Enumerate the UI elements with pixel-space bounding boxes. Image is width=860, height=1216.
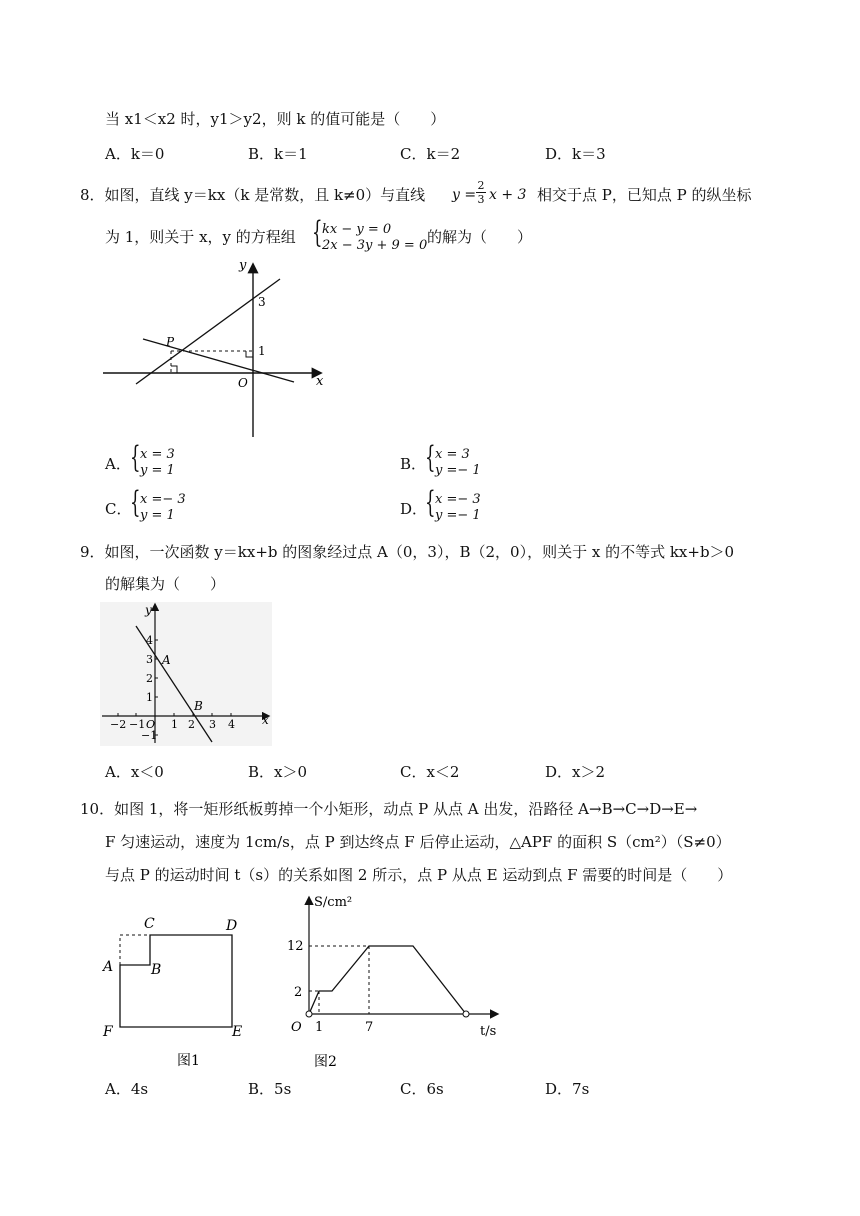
- x-tick-label-minus1: −1: [129, 718, 146, 731]
- q8-option-a-eq2: y = 1: [140, 463, 175, 478]
- x-tick-label-minus2: −2: [110, 718, 127, 731]
- q9-option-d[interactable]: D．x＞2: [545, 763, 606, 781]
- open-point-origin: [306, 1011, 312, 1017]
- origin-label: O: [238, 376, 248, 390]
- q7-option-a[interactable]: A．k＝0: [105, 145, 165, 163]
- point-f-label: F: [103, 1024, 113, 1040]
- s-tick-label-2: 2: [294, 985, 303, 1000]
- q7-option-c[interactable]: C．k＝2: [400, 145, 461, 163]
- q10-option-b[interactable]: B．5s: [248, 1080, 292, 1098]
- y-axis-label: y: [239, 258, 247, 273]
- q8-option-a-eq1: x = 3: [140, 447, 175, 462]
- q8-option-b-system[interactable]: [425, 440, 505, 479]
- point-b-label: B: [194, 699, 203, 713]
- q9-figure: [98, 600, 276, 748]
- q10-stem-line2: F 匀速运动，速度为 1cm/s，点 P 到达终点 F 后停止运动，△APF 的面积 S（cm²）（S≠0）: [105, 833, 731, 851]
- y-tick-label-4: 4: [146, 634, 153, 647]
- brace: {: [130, 440, 141, 475]
- brace: {: [312, 215, 323, 250]
- y-tick-label-2: 2: [146, 672, 153, 685]
- q8-option-b-letter[interactable]: B．: [400, 455, 427, 473]
- q8-option-d-eq2: y =− 1: [435, 508, 481, 523]
- q10-option-a[interactable]: A．4s: [105, 1080, 149, 1098]
- q9-option-a[interactable]: A．x＜0: [105, 763, 164, 781]
- x-axis-label: x: [316, 374, 324, 389]
- tick-label-1: 1: [258, 344, 266, 358]
- q10-option-d[interactable]: D．7s: [545, 1080, 590, 1098]
- x-tick-label-3: 3: [209, 718, 216, 731]
- q8-figure: [98, 255, 333, 440]
- q9-stem-line1: 9．如图，一次函数 y＝kx+b 的图象经过点 A（0，3），B（2，0），则关于 x 的不等式 kx+b＞0: [80, 543, 735, 561]
- q7-option-b[interactable]: B．k＝1: [248, 145, 308, 163]
- q8-option-b-eq2: y =− 1: [435, 463, 481, 478]
- q9-stem-line2: 的解集为（ ）: [105, 575, 226, 593]
- y-tick-label-3: 3: [146, 653, 153, 666]
- q8-fraction: [476, 180, 486, 205]
- right-angle-mark: [246, 351, 253, 357]
- s-axis-label: S/cm²: [314, 895, 353, 910]
- tick-label-3: 3: [258, 295, 266, 309]
- t-tick-label-7: 7: [365, 1020, 374, 1035]
- q10-figure-2: [285, 890, 510, 1075]
- brace: {: [425, 440, 436, 475]
- q8-frac-den: 3: [477, 193, 485, 206]
- point-a-label: A: [162, 653, 171, 667]
- point-p-label: P: [166, 335, 175, 349]
- s-t-graph: [309, 946, 466, 1014]
- q8-stem-line2: 为 1，则关于 x，y 的方程组: [105, 228, 296, 246]
- x-tick-label-2: 2: [188, 718, 195, 731]
- right-angle-mark: [171, 366, 177, 373]
- x-tick-label-1: 1: [171, 718, 178, 731]
- removed-corner-dashes: [120, 935, 150, 965]
- figure-1-caption: 图1: [177, 1053, 200, 1069]
- point-b-label: B: [151, 962, 162, 978]
- q8-option-c-system[interactable]: [130, 485, 210, 524]
- q10-stem-line3: 与点 P 的运动时间 t（s）的关系如图 2 所示，点 P 从点 E 运动到点 F 需要的时间是（ ）: [105, 866, 733, 884]
- q8-stem-part2: 相交于点 P，已知点 P 的纵坐标: [537, 186, 752, 204]
- q8-equation-system: [312, 215, 432, 254]
- q9-option-b[interactable]: B．x＞0: [248, 763, 308, 781]
- q8-option-a-letter[interactable]: A．: [105, 455, 131, 473]
- q8-sys-eq2: 2x − 3y + 9 = 0: [322, 238, 428, 253]
- q8-option-c-eq2: y = 1: [140, 508, 175, 523]
- origin-label: O: [291, 1020, 302, 1035]
- q8-eq-lhs: y =: [452, 187, 477, 203]
- q8-option-a-system[interactable]: [130, 440, 210, 479]
- y-axis-label: y: [145, 603, 152, 617]
- q9-option-c[interactable]: C．x＜2: [400, 763, 460, 781]
- q8-option-d-system[interactable]: [425, 485, 505, 524]
- y-tick-label-1: 1: [146, 691, 153, 704]
- brace: {: [130, 485, 141, 520]
- q10-option-c[interactable]: C．6s: [400, 1080, 444, 1098]
- q8-option-d-eq1: x =− 3: [435, 492, 481, 507]
- q8-option-c-eq1: x =− 3: [140, 492, 186, 507]
- open-point-end: [463, 1011, 469, 1017]
- s-tick-label-12: 12: [287, 939, 304, 954]
- cut-rectangle-outline: [120, 935, 232, 1027]
- q8-option-c-letter[interactable]: C．: [105, 500, 132, 518]
- point-c-label: C: [144, 916, 155, 932]
- q8-option-d-letter[interactable]: D．: [400, 500, 428, 518]
- q10-stem-line1: 10．如图 1，将一矩形纸板剪掉一个小矩形，动点 P 从点 A 出发，沿路径 A→B→C→D→E→: [80, 800, 698, 818]
- q8-eq-rhs: x + 3: [489, 187, 527, 203]
- brace: {: [425, 485, 436, 520]
- q7-stem-line: 当 x1＜x2 时，y1＞y2，则 k 的值可能是（ ）: [105, 110, 446, 128]
- figure-2-caption: 图2: [314, 1054, 337, 1070]
- x-axis-label: x: [262, 713, 269, 727]
- q8-stem-line2-end: 的解为（ ）: [427, 228, 533, 246]
- origin-label: O: [146, 718, 156, 731]
- q8-stem-part1: 8．如图，直线 y＝kx（k 是常数，且 k≠0）与直线: [80, 186, 426, 204]
- q7-option-d[interactable]: D．k＝3: [545, 145, 606, 163]
- q8-option-b-eq1: x = 3: [435, 447, 470, 462]
- x-tick-label-4: 4: [228, 718, 235, 731]
- t-axis-label: t/s: [480, 1024, 497, 1039]
- point-e-label: E: [232, 1024, 243, 1040]
- point-d-label: D: [226, 918, 238, 934]
- q8-sys-eq1: kx − y = 0: [322, 222, 392, 237]
- q10-figure-1: [95, 908, 255, 1073]
- q8-frac-num: 2: [477, 179, 485, 192]
- y-tick-label-minus1: −1: [141, 729, 158, 742]
- t-tick-label-1: 1: [315, 1020, 324, 1035]
- point-a-label: A: [103, 959, 114, 975]
